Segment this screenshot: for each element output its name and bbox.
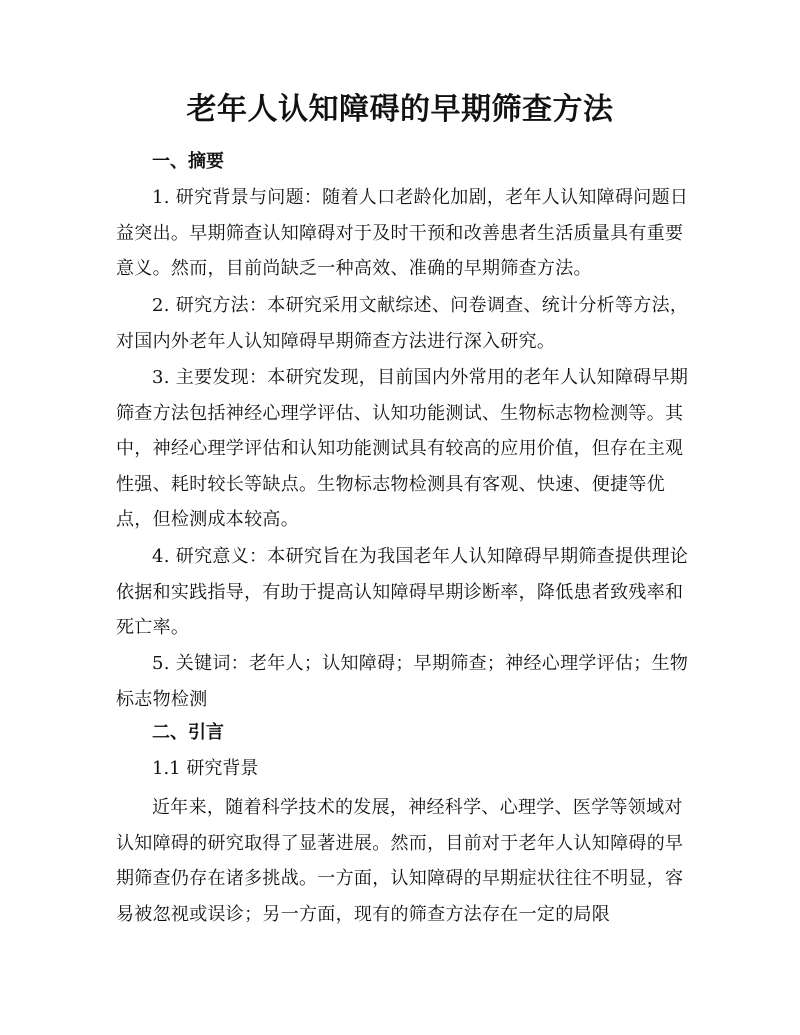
item-text: 主要发现：本研究发现，目前国内外常用的老年人认知障碍早期筛查方法包括神经心理学评估、认知功能测试、生物标志物检测等。其中，神经心理学评估和认知功能测试具有较高的应用价值，但存在主观性强、耗时较长等缺点。生物标志物检测具有客观、快速、便捷等优点，但检测成本较高。: [116, 367, 689, 531]
abstract-item-3: [116, 360, 691, 538]
subsection-heading-background: 1.1 研究背景: [152, 758, 259, 779]
item-number: 4.: [152, 546, 170, 567]
item-text: 关键词：老年人；认知障碍；早期筛查；神经心理学评估；生物标志物检测: [116, 653, 689, 710]
item-number: 3.: [152, 367, 170, 388]
section-heading-introduction: 二、引言: [152, 722, 224, 743]
item-text: 研究背景与问题：随着人口老龄化加剧，老年人认知障碍问题日益突出。早期筛查认知障碍对于及时干预和改善患者生活质量具有重要意义。然而，目前尚缺乏一种高效、准确的早期筛查方法。: [116, 187, 689, 280]
abstract-item-2: [116, 288, 691, 359]
item-text: 研究方法：本研究采用文献综述、问卷调查、统计分析等方法，对国内外老年人认知障碍早期筛查方法进行深入研究。: [116, 295, 689, 352]
item-number: 2.: [152, 295, 170, 316]
item-text: 研究意义：本研究旨在为我国老年人认知障碍早期筛查提供理论依据和实践指导，有助于提高认知障碍早期诊断率，降低患者致残率和死亡率。: [116, 546, 689, 639]
abstract-item-4: [116, 539, 691, 646]
section-heading-abstract: 一、摘要: [152, 151, 224, 172]
item-number: 1.: [152, 187, 170, 208]
abstract-item-1: [116, 180, 691, 287]
item-number: 5.: [152, 653, 170, 674]
document-title: 老年人认知障碍的早期筛查方法: [186, 92, 614, 127]
intro-paragraph: 近年来，随着科学技术的发展，神经科学、心理学、医学等领域对认知障碍的研究取得了显著进展。然而，目前对于老年人认知障碍的早期筛查仍存在诸多挑战。一方面，认知障碍的早期症状往往不明显，容易被忽视或误诊；另一方面，现有的筛查方法存在一定的局限: [116, 797, 684, 925]
abstract-item-5: [116, 646, 691, 717]
